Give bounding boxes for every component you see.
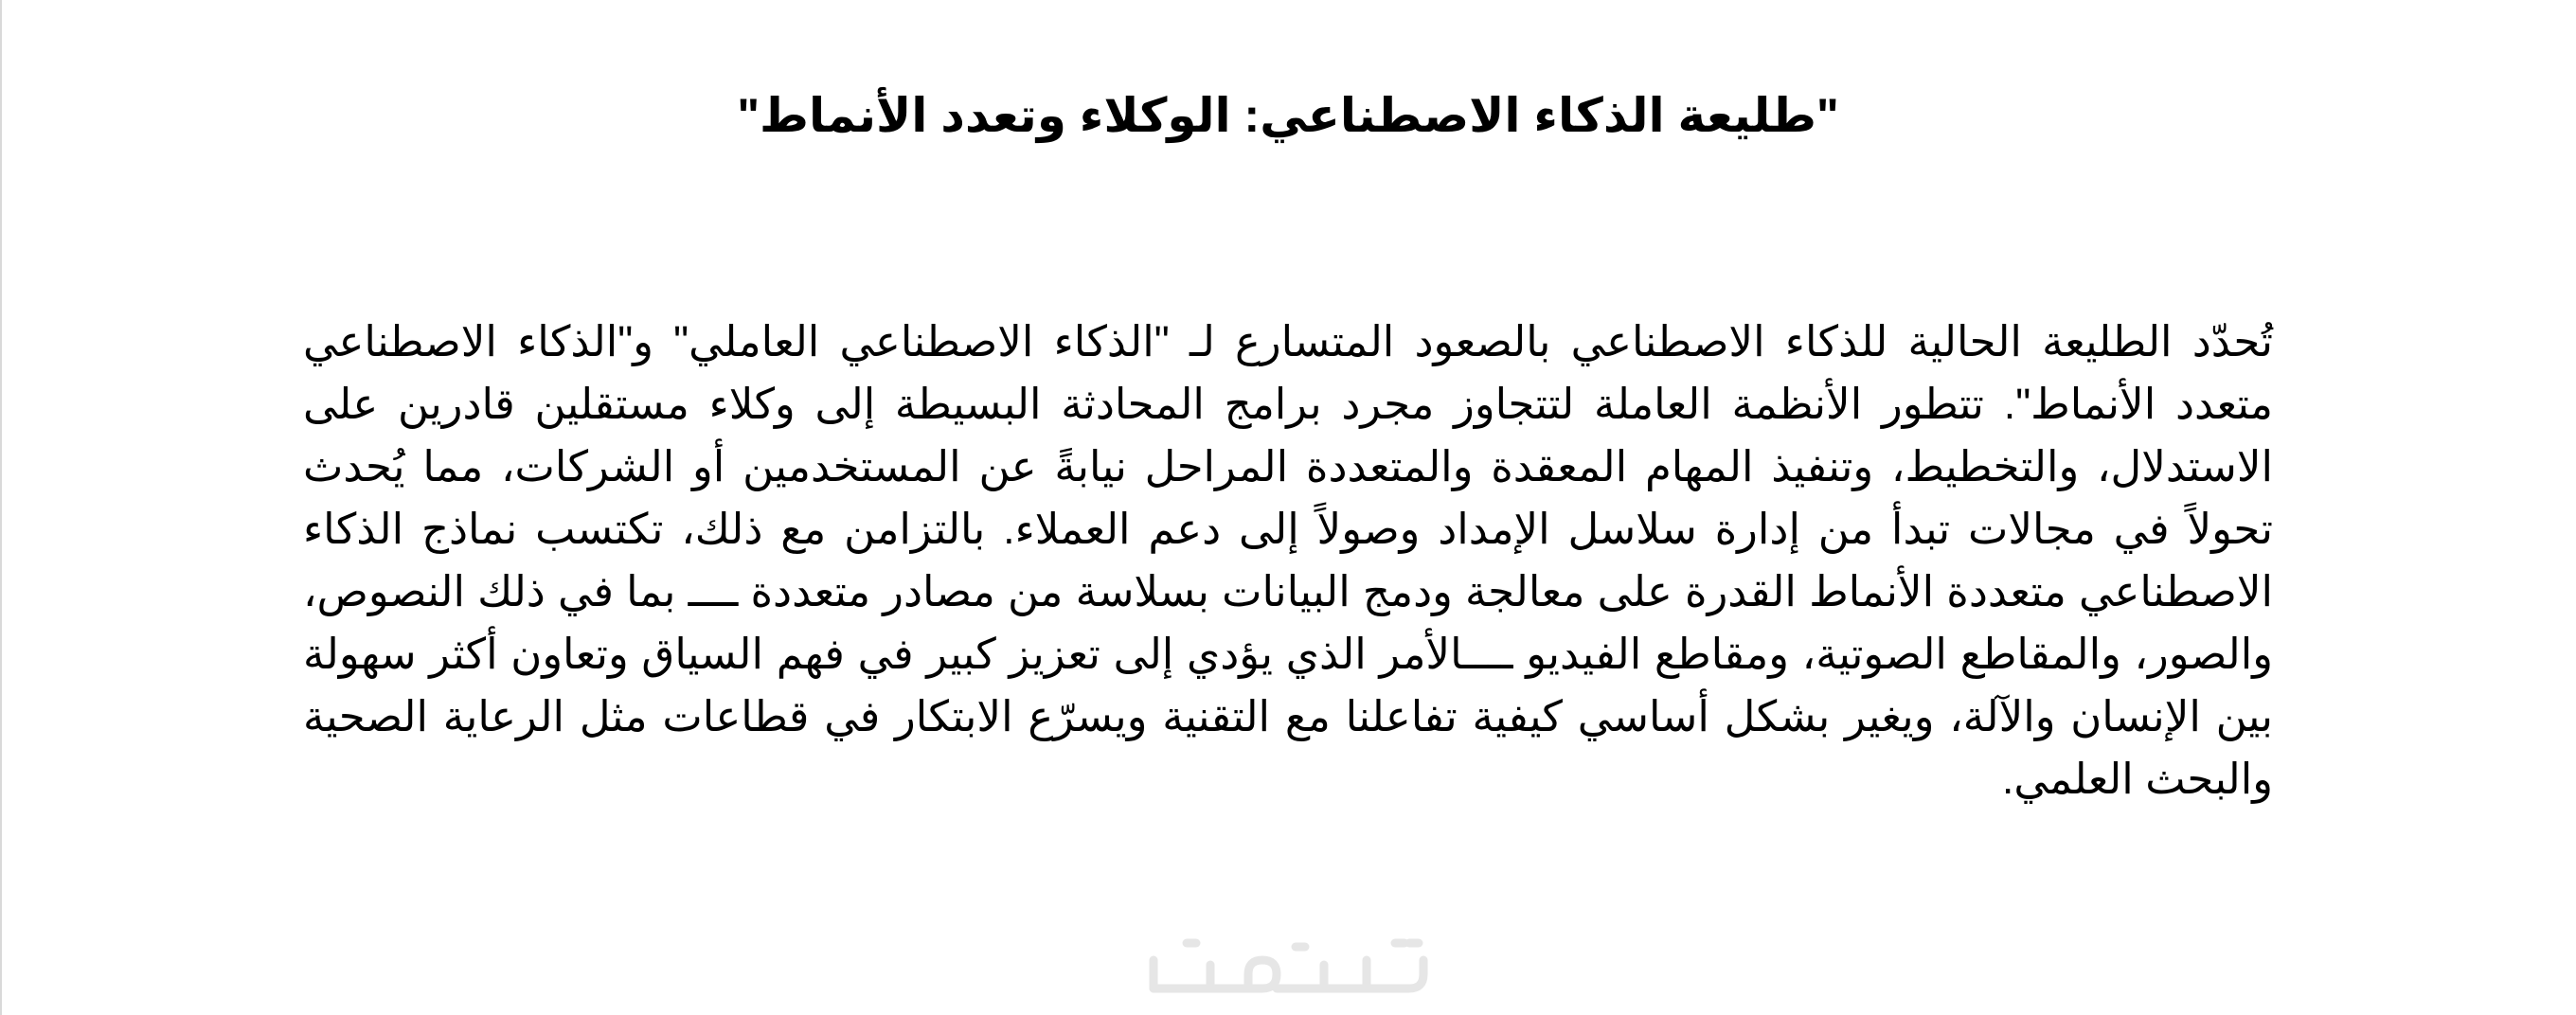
khamsat-logo-watermark-icon: [1135, 922, 1457, 1007]
document-title: "طليعة الذكاء الاصطناعي: الوكلاء وتعدد الأنماط": [737, 89, 1839, 142]
document-paragraph: تُحدّد الطليعة الحالية للذكاء الاصطناعي بالصعود المتسارع لـ "الذكاء الاصطناعي العاملي" و"الذكاء الاصطناعي متعدد الأنماط". تتطور الأنظمة العاملة لتتجاوز مجرد برامج المحادثة البسيطة إلى وكلاء مستقلين قادرين على الاستدلال، والتخطيط، وتنفيذ المهام المعقدة والمتعددة المراحل نيابةً عن المستخدمين أو الشركات، مما يُحدث تحولاً في مجالات تبدأ من إدارة سلاسل الإمداد وصولاً إلى دعم العملاء. بالتزامن مع ذلك، تكتسب نماذج الذكاء الاصطناعي متعددة الأنماط القدرة على معالجة ودمج البيانات بسلاسة من مصادر متعددة ــــ بما في ذلك النصوص، والصور، والمقاطع الصوتية، ومقاطع الفيديو ــــالأمر الذي يؤدي إلى تعزيز كبير في فهم السياق وتعاون أكثر سهولة بين الإنسان والآلة، ويغير بشكل أساسي كيفية تفاعلنا مع التقنية ويسرّع الابتكار في قطاعات مثل الرعاية الصحية والبحث العلمي.: [303, 317, 2273, 803]
